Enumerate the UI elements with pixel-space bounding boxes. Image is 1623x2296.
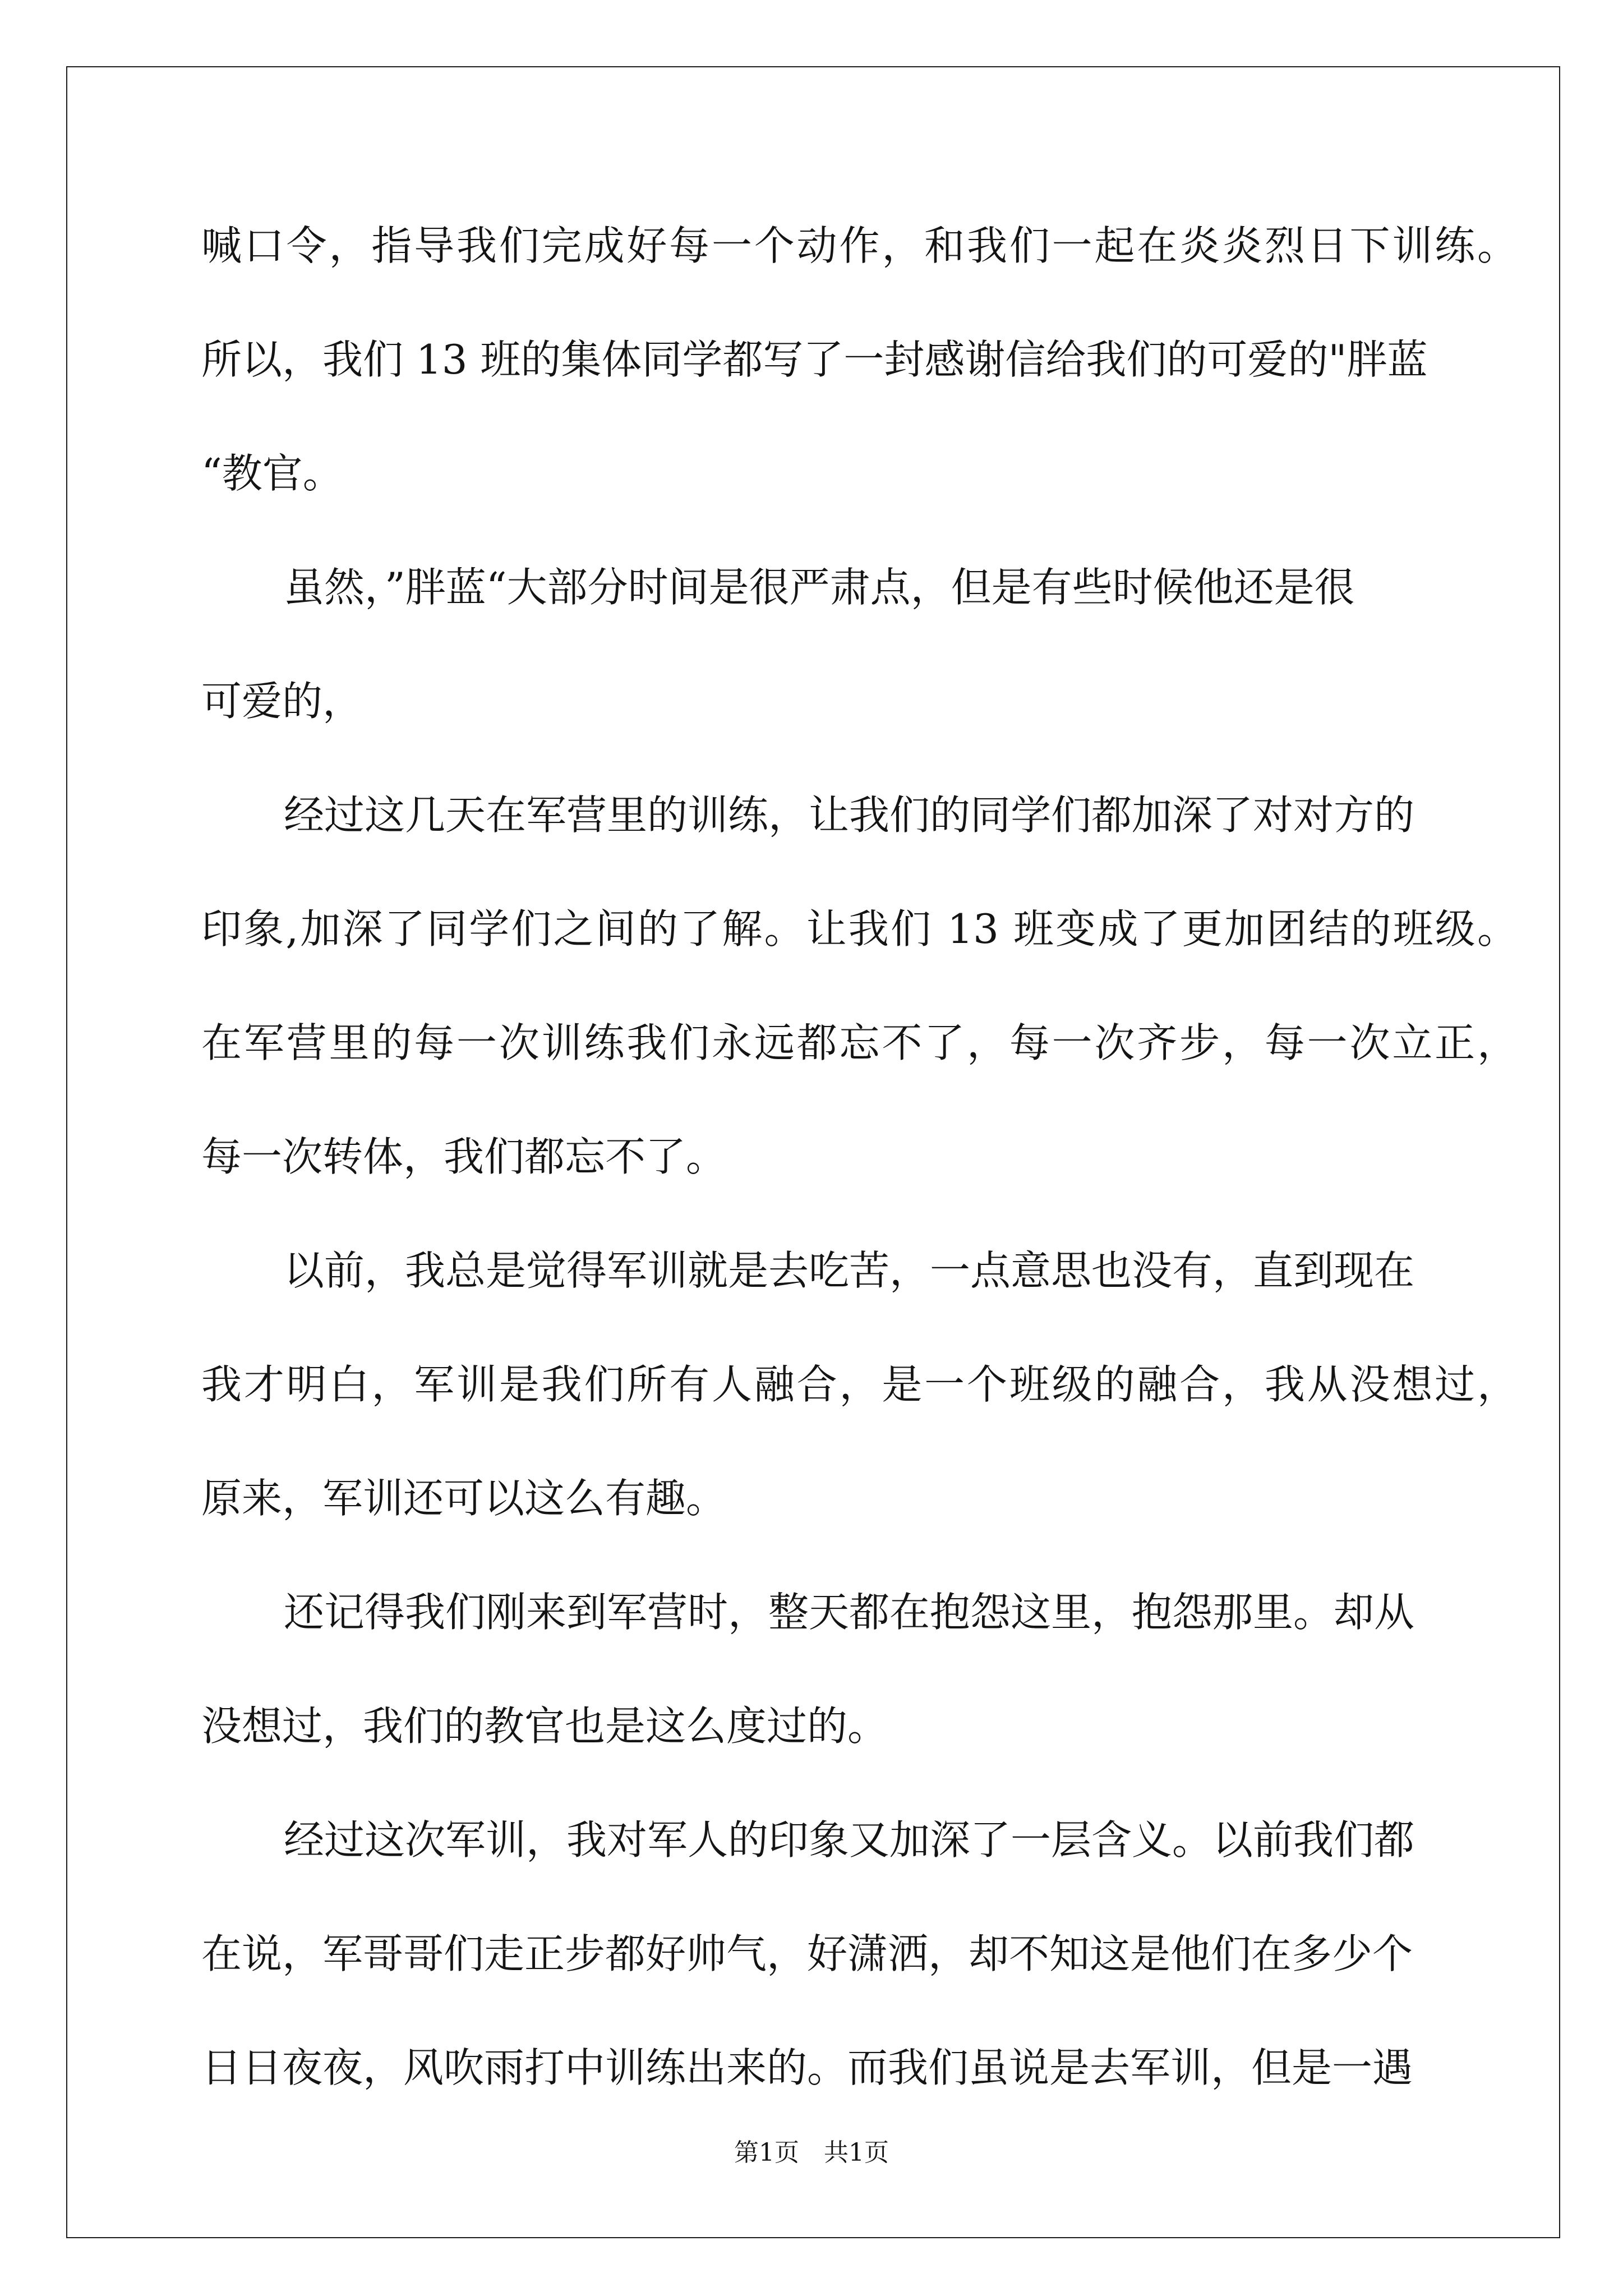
paragraph [201, 189, 1518, 531]
text-line: 虽然，”胖蓝“大部分时间是很严肃点，但是有些时候他还是很 [284, 564, 1355, 611]
text-line: 在说，军哥哥们走正步都好帅气，好潇洒，却不知这是他们在多少个 [201, 1930, 1413, 1977]
text-line: 喊口令，指导我们完成好每一个动作，和我们一起在炎炎烈日下训练。 [201, 222, 1518, 269]
paragraph [201, 531, 1518, 758]
paragraph [201, 1214, 1518, 1556]
text-line: 在军营里的每一次训练我们永远都忘不了，每一次齐步，每一次立正， [201, 1019, 1518, 1066]
paragraph [201, 758, 1518, 1214]
text-line: 以前，我总是觉得军训就是去吃苦，一点意思也没有，直到现在 [284, 1247, 1415, 1294]
text-line: 所以，我们 13 班的集体同学都写了一封感谢信给我们的可爱的"胖蓝 [201, 336, 1428, 383]
text-line: “教官。 [201, 450, 343, 497]
text-line: 原来，军训还可以这么有趣。 [201, 1475, 727, 1522]
text-line: 还记得我们刚来到军营时，整天都在抱怨这里，抱怨那里。却从 [284, 1589, 1415, 1636]
body-text [201, 189, 1518, 2125]
text-line: 我才明白，军训是我们所有人融合，是一个班级的融合，我从没想过， [201, 1361, 1518, 1408]
page-footer: 第1页 共1页 [734, 2138, 889, 2167]
text-line: 没想过，我们的教官也是这么度过的。 [201, 1703, 888, 1750]
paragraph [201, 1556, 1518, 1783]
text-line: 印象,加深了同学们之间的了解。让我们 13 班变成了更加团结的班级。 [201, 905, 1518, 953]
text-line: 经过这次军训，我对军人的印象又加深了一层含义。以前我们都 [284, 1816, 1415, 1864]
text-line: 经过这几天在军营里的训练，让我们的同学们都加深了对对方的 [284, 792, 1415, 839]
text-line: 每一次转体，我们都忘不了。 [201, 1133, 727, 1180]
text-line: 日日夜夜，风吹雨打中训练出来的。而我们虽说是去军训，但是一遇 [201, 2044, 1413, 2091]
text-line: 可爱的， [201, 678, 363, 725]
paragraph [201, 1783, 1518, 2125]
